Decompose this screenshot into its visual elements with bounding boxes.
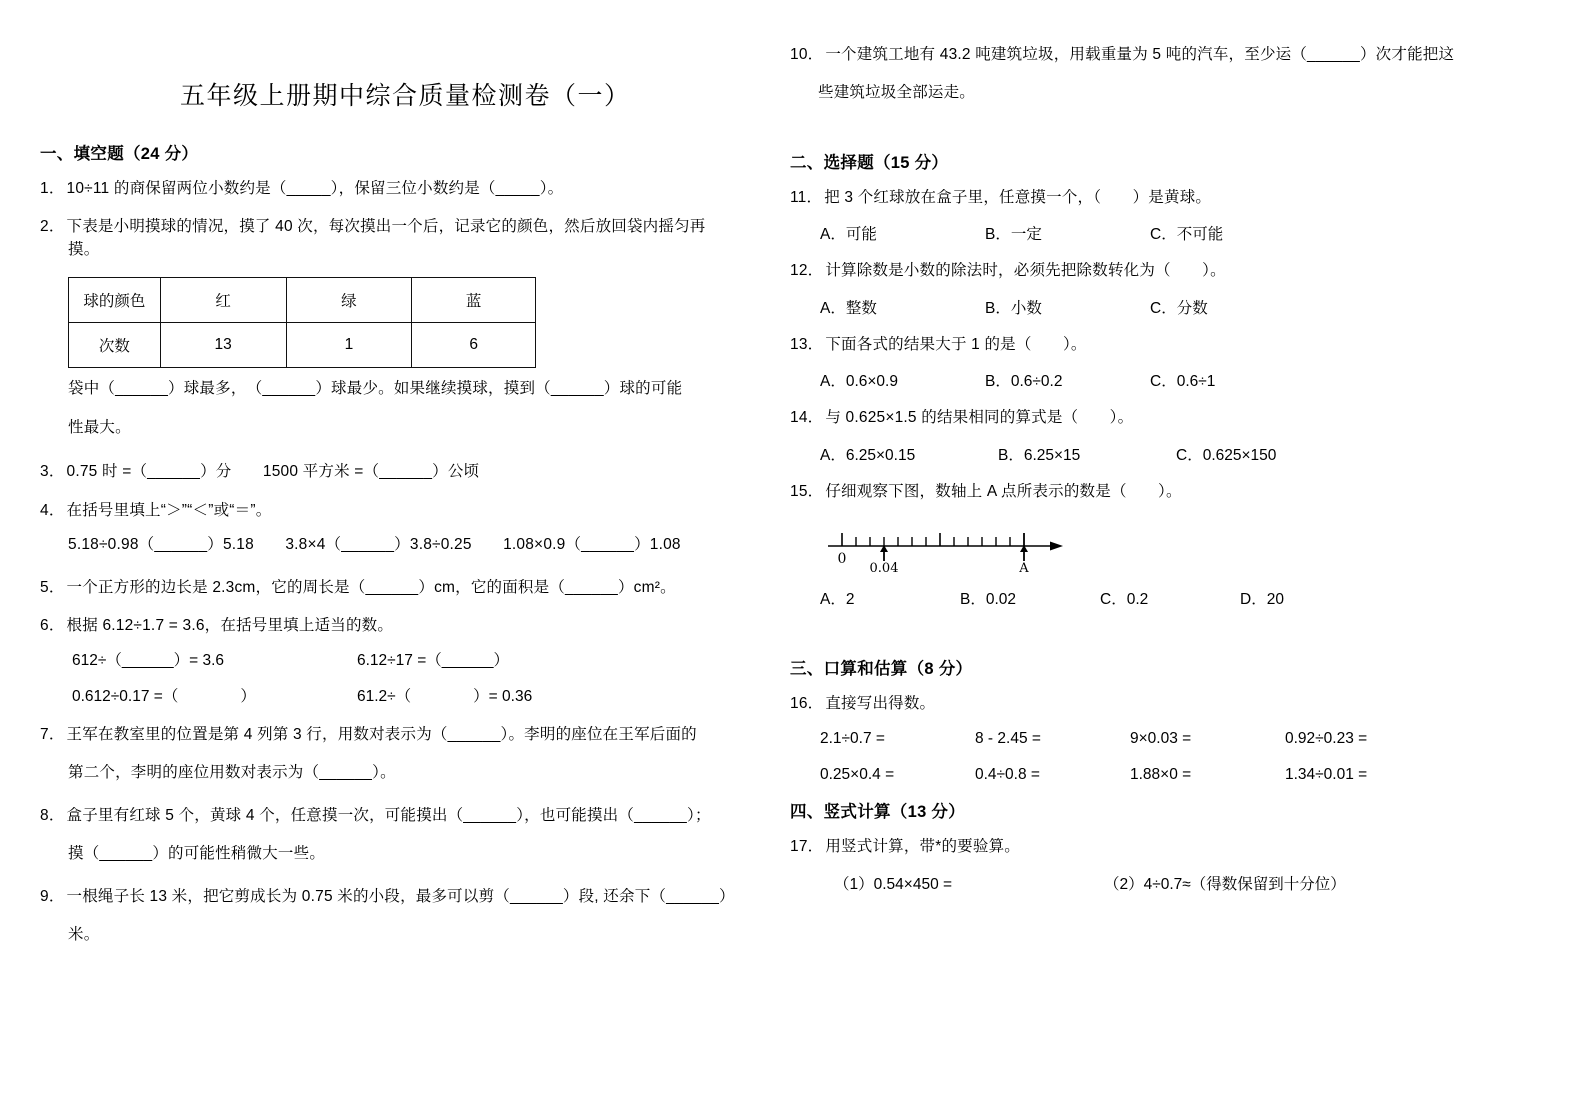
number-line-figure xyxy=(790,511,1553,573)
question-2-line1: 下表是小明摸球的情况，摸了 40 次，每次摸出一个后，记录它的颜色，然后放回袋内摇匀再 xyxy=(66,218,706,236)
question-6-eq-3: 0.612÷0.17 =（ ） xyxy=(72,687,256,705)
question-17-items xyxy=(790,872,1553,894)
section-heading-multiple-choice: 二、选择题（15 分） xyxy=(790,153,949,172)
question-11-option-c[interactable]: C．不可能 xyxy=(1150,226,1224,244)
question-15-option-c[interactable]: C．0.2 xyxy=(1100,591,1149,609)
question-17 xyxy=(790,836,1553,858)
question-3 xyxy=(40,461,768,483)
table-cell-green-count: 1 xyxy=(286,323,412,368)
question-10-line1: 一个建筑工地有 43.2 吨建筑垃圾，用载重量为 5 吨的汽车，至少运（______）次才能把这 xyxy=(825,46,1455,63)
table-header-green: 绿 xyxy=(286,278,412,323)
question-10 xyxy=(790,44,1553,105)
vertical-calc-item-2: （2）4÷0.7≈（得数保留到十分位） xyxy=(1104,876,1346,894)
question-15-option-b[interactable]: B．0.02 xyxy=(960,591,1017,609)
oral-item-6: 0.4÷0.8 = xyxy=(975,765,1040,783)
question-8 xyxy=(40,805,768,866)
question-15-options xyxy=(790,587,1553,609)
question-6-text: 根据 6.12÷1.7 = 3.6，在括号里填上适当的数。 xyxy=(66,617,394,635)
question-16-row-1 xyxy=(790,730,1553,748)
oral-item-2: 8 - 2.45 = xyxy=(975,729,1041,747)
question-9 xyxy=(40,886,768,947)
question-11-number: 11． xyxy=(790,188,823,206)
question-12-option-c[interactable]: C．分数 xyxy=(1150,299,1208,317)
question-7 xyxy=(40,724,768,785)
question-2-number: 2． xyxy=(40,218,65,236)
question-6-row-1 xyxy=(40,648,768,670)
left-column xyxy=(0,0,790,1118)
vertical-calc-item-1: （1）0.54×450 = xyxy=(834,876,953,894)
oral-item-3: 9×0.03 = xyxy=(1130,729,1192,747)
question-12-text: 计算除数是小数的除法时，必须先把除数转化为（ ）。 xyxy=(825,262,1226,280)
question-16-row-2 xyxy=(790,766,1553,784)
question-5 xyxy=(40,577,768,599)
question-14-option-c[interactable]: C．0.625×150 xyxy=(1176,446,1277,464)
section-heading-fill-in-blank: 一、填空题（24 分） xyxy=(40,145,199,163)
question-11-option-a[interactable]: A．可能 xyxy=(820,226,877,244)
question-9-number: 9． xyxy=(40,887,65,905)
question-15-option-a[interactable]: A．2 xyxy=(820,591,855,609)
question-14 xyxy=(790,407,1553,429)
question-1-number: 1． xyxy=(40,180,65,197)
question-16-number: 16． xyxy=(790,695,824,713)
question-8-line2: 摸（______）的可能性稍微大一些。 xyxy=(68,845,326,863)
question-16-text: 直接写出得数。 xyxy=(825,695,936,713)
question-3-number: 3． xyxy=(40,463,65,481)
question-2-followup-line2: 性最大。 xyxy=(68,418,131,436)
question-13-option-b[interactable]: B．0.6÷0.2 xyxy=(985,373,1063,391)
question-17-text: 用竖式计算，带*的要验算。 xyxy=(825,837,1020,855)
question-11-text: 把 3 个红球放在盒子里，任意摸一个，（ ）是黄球。 xyxy=(824,188,1212,206)
question-6-eq-2: 6.12÷17 =（______） xyxy=(357,651,509,669)
numberline-value-label: 0.04 xyxy=(869,561,899,574)
question-11-option-b[interactable]: B．一定 xyxy=(985,226,1042,244)
question-2 xyxy=(40,216,768,261)
question-1 xyxy=(40,178,768,200)
question-17-number: 17． xyxy=(790,837,824,855)
table-header-red: 红 xyxy=(160,278,286,323)
numberline-point-a-label: A xyxy=(1019,561,1029,574)
question-5-text: 一个正方形的边长是 2.3cm，它的周长是（______）cm，它的面积是（______）cm²。 xyxy=(66,578,676,596)
question-11-options xyxy=(790,222,1553,244)
table-cell-red-count: 13 xyxy=(160,323,286,368)
question-15-text: 仔细观察下图，数轴上 A 点所表示的数是（ ）。 xyxy=(825,482,1182,500)
question-13-options xyxy=(790,369,1553,391)
question-6-eq-4: 61.2÷（ ）= 0.36 xyxy=(357,687,533,705)
question-14-number: 14． xyxy=(790,409,824,427)
question-7-line1: 王军在教室里的位置是第 4 列第 3 行，用数对表示为（______）。李明的座位在王军后面的 xyxy=(66,725,697,743)
table-header-blue: 蓝 xyxy=(412,278,536,323)
question-4-text: 在括号里填上“＞”“＜”或“＝”。 xyxy=(66,501,272,519)
question-5-number: 5． xyxy=(40,578,65,596)
question-6 xyxy=(40,615,768,637)
question-2-followup-line1: 袋中（______）球最多， （______）球最少。如果继续摸球，摸到（______）球的可能 xyxy=(68,380,683,398)
question-13-number: 13． xyxy=(790,335,824,353)
question-8-number: 8． xyxy=(40,806,65,824)
section-heading-oral-calculation: 三、口算和估算（8 分） xyxy=(790,660,973,679)
question-2-followup xyxy=(40,378,768,439)
question-14-options xyxy=(790,443,1553,465)
question-14-option-b[interactable]: B．6.25×15 xyxy=(998,446,1081,464)
section-heading-vertical-calculation: 四、竖式计算（13 分） xyxy=(790,802,966,821)
oral-item-7: 1.88×0 = xyxy=(1130,765,1192,783)
oral-item-1: 2.1÷0.7 = xyxy=(820,729,885,747)
question-13 xyxy=(790,334,1553,356)
question-12-option-b[interactable]: B．小数 xyxy=(985,299,1042,317)
oral-item-8: 1.34÷0.01 = xyxy=(1285,765,1368,783)
question-12-option-a[interactable]: A．整数 xyxy=(820,299,877,317)
question-16 xyxy=(790,693,1553,715)
question-10-line2: 些建筑垃圾全部运走。 xyxy=(818,84,976,102)
question-13-option-a[interactable]: A．0.6×0.9 xyxy=(820,373,898,391)
number-line-svg xyxy=(820,511,1120,573)
question-12-options xyxy=(790,296,1553,318)
question-1-text: 10÷11 的商保留两位小数约是（_____），保留三位小数约是（_____）。 xyxy=(66,180,564,197)
question-15 xyxy=(790,481,1553,503)
table-row-counts xyxy=(69,323,536,368)
question-4 xyxy=(40,500,768,522)
table-cell-blue-count: 6 xyxy=(412,323,536,368)
question-7-line2: 第二个，李明的座位用数对表示为（______）。 xyxy=(68,764,396,782)
question-4-expressions: 5.18÷0.98（______）5.18 3.8×4（______）3.8÷0.25 1.08×0.9（______）1.08 xyxy=(68,536,681,554)
page-title: 五年级上册期中综合质量检测卷（一） xyxy=(180,81,631,110)
question-15-number: 15． xyxy=(790,482,824,500)
question-3-text: 0.75 时 =（______）分 1500 平方米 =（______）公顷 xyxy=(66,463,480,481)
question-14-option-a[interactable]: A．6.25×0.15 xyxy=(820,446,916,464)
question-14-text: 与 0.625×1.5 的结果相同的算式是（ ）。 xyxy=(825,409,1134,427)
question-6-number: 6． xyxy=(40,617,65,635)
question-9-line1: 一根绳子长 13 米，把它剪成长为 0.75 米的小段，最多可以剪（______）段, 还余下（______） xyxy=(66,887,735,905)
oral-item-4: 0.92÷0.23 = xyxy=(1285,729,1368,747)
question-2-line2: 摸。 xyxy=(68,240,100,258)
question-11 xyxy=(790,187,1553,209)
question-13-option-c[interactable]: C．0.6÷1 xyxy=(1150,373,1216,391)
question-12 xyxy=(790,260,1553,282)
question-6-eq-1: 612÷（______）= 3.6 xyxy=(72,651,224,669)
right-column xyxy=(790,0,1583,1118)
question-13-text: 下面各式的结果大于 1 的是（ ）。 xyxy=(825,335,1087,353)
question-10-number: 10． xyxy=(790,46,824,63)
numberline-origin-label: 0 xyxy=(837,551,847,568)
question-4-number: 4． xyxy=(40,501,65,519)
question-6-row-2 xyxy=(40,684,768,706)
question-8-line1: 盒子里有红球 5 个，黄球 4 个，任意摸一次，可能摸出（______），也可能摸出（______）； xyxy=(66,806,711,824)
oral-item-5: 0.25×0.4 = xyxy=(820,765,895,783)
table-row-header xyxy=(69,278,536,323)
table-cell-count-label: 次数 xyxy=(69,323,161,368)
question-12-number: 12． xyxy=(790,262,824,280)
question-15-option-d[interactable]: D．20 xyxy=(1240,591,1284,609)
table-header-color-label: 球的颜色 xyxy=(69,278,161,323)
question-7-number: 7． xyxy=(40,725,65,743)
ball-draw-table xyxy=(68,277,536,368)
question-9-line2: 米。 xyxy=(68,926,100,944)
